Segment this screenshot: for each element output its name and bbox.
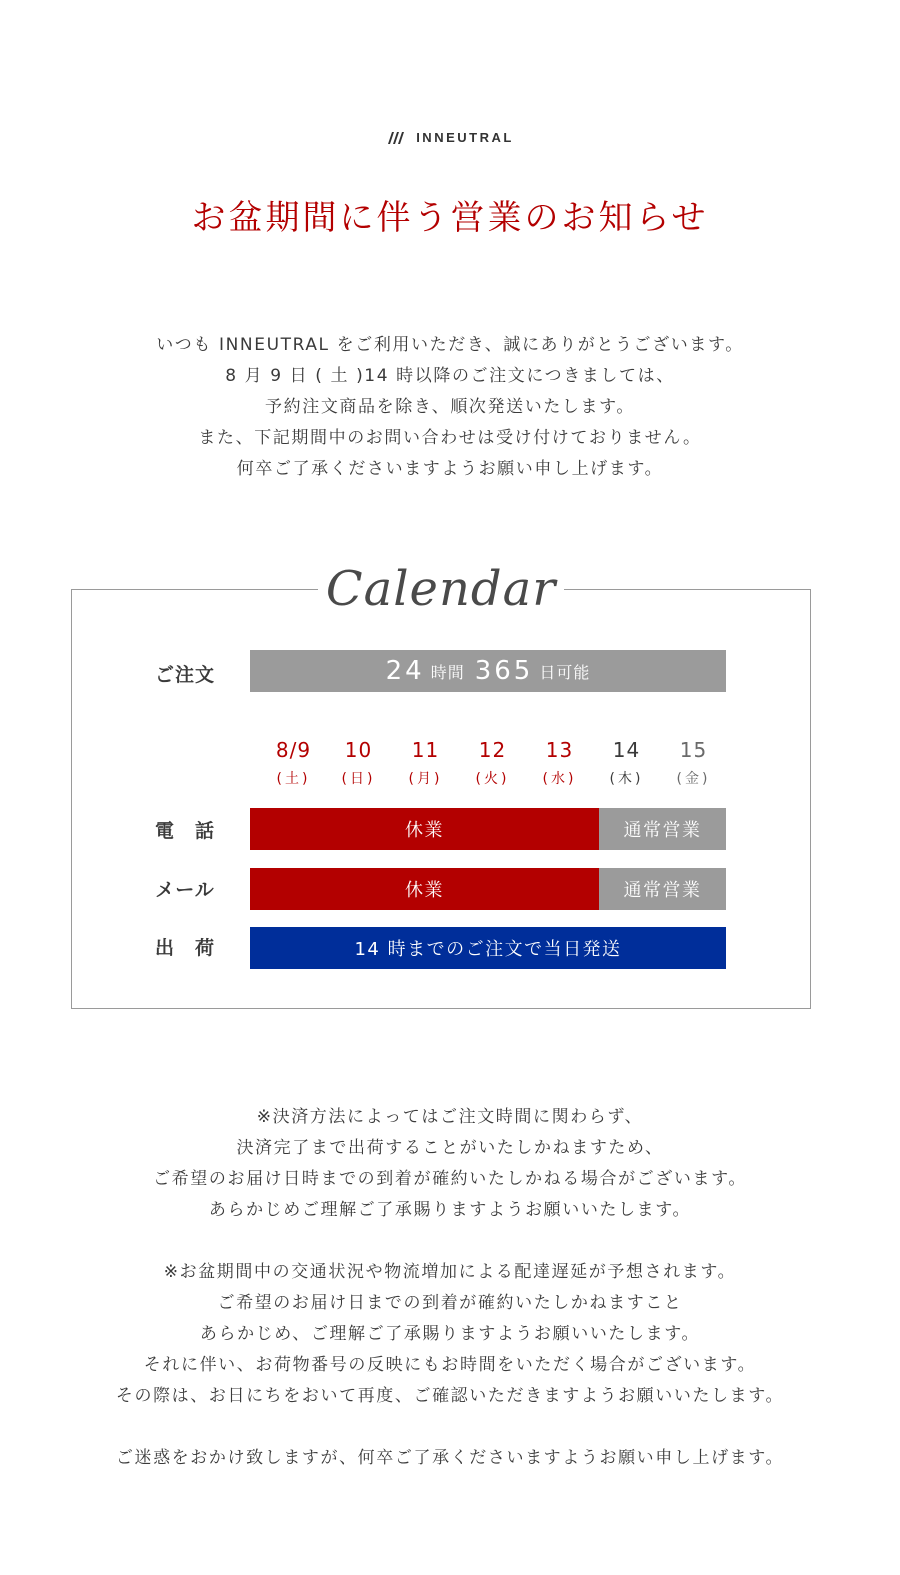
brand-logo[interactable]: [0, 130, 900, 145]
day-date: 11: [411, 738, 440, 762]
day-column: [660, 738, 727, 788]
order-label: ご注文: [154, 664, 215, 686]
order-hours: 24: [385, 656, 425, 686]
spacer: [0, 1226, 900, 1257]
day-column: [325, 738, 392, 788]
day-column: [459, 738, 526, 788]
day-date: 14: [612, 738, 641, 762]
brand-name: INNEUTRAL: [416, 130, 514, 145]
note-line: その際は、お日にちをおいて再度、ご確認いただきますようお願いいたします。: [115, 1386, 785, 1406]
note-line: あらかじめ、ご理解ご了承賜りますようお願いいたします。: [199, 1324, 701, 1344]
mail-closed-bar: 休業: [250, 868, 599, 910]
intro-line: 8 月 9 日 ( 土 )14 時以降のご注文につきましては、: [225, 366, 675, 386]
notes-section: [0, 1102, 900, 1474]
day-weekday: (木): [609, 771, 644, 787]
phone-open-bar: 通常営業: [599, 808, 726, 850]
note-line: それに伴い、お荷物番号の反映にもお時間をいただく場合がございます。: [143, 1355, 757, 1375]
order-days: 365: [474, 656, 534, 686]
calendar-heading: Calendar: [318, 555, 564, 627]
day-weekday: (水): [542, 771, 577, 787]
day-weekday: (金): [676, 771, 711, 787]
note-line: ※決済方法によってはご注文時間に関わらず、: [256, 1107, 644, 1127]
day-weekday: (日): [341, 771, 376, 787]
intro-text: [0, 330, 900, 485]
order-hours-unit: 時間: [430, 662, 465, 682]
day-weekday: (月): [408, 771, 443, 787]
note-line: あらかじめご理解ご了承賜りますようお願いいたします。: [208, 1200, 692, 1220]
day-date: 8/9: [275, 738, 312, 762]
order-days-unit: 日可能: [539, 662, 591, 682]
day-date: 15: [679, 738, 708, 762]
day-date: 13: [545, 738, 574, 762]
intro-line: また、下記期間中のお問い合わせは受け付けておりません。: [198, 428, 702, 448]
note-line: 決済完了まで出荷することがいたしかねますため、: [236, 1138, 664, 1158]
mail-label: メール: [155, 879, 215, 901]
shipping-label: 出 荷: [154, 937, 215, 959]
day-date: 12: [478, 738, 507, 762]
shipping-bar: 14 時までのご注文で当日発送: [250, 927, 726, 969]
page-title: お盆期間に伴う営業のお知らせ: [191, 198, 709, 238]
day-column: [593, 738, 660, 788]
day-date: 10: [344, 738, 373, 762]
order-bar: [250, 650, 726, 692]
day-weekday: (土): [276, 771, 311, 787]
intro-line: 何卒ご了承くださいますようお願い申し上げます。: [236, 459, 664, 479]
intro-line: 予約注文商品を除き、順次発送いたします。: [265, 397, 635, 417]
day-column: [260, 738, 327, 788]
day-weekday: (火): [475, 771, 510, 787]
note-line: ※お盆期間中の交通状況や物流増加による配達遅延が予想されます。: [163, 1262, 737, 1282]
intro-line: いつも INNEUTRAL をご利用いただき、誠にありがとうございます。: [156, 335, 744, 355]
day-column: [392, 738, 459, 788]
note-line: ご希望のお届け日までの到着が確約いたしかねますこと: [217, 1293, 683, 1313]
inneutral-logo-icon: [386, 132, 408, 144]
phone-closed-bar: 休業: [250, 808, 599, 850]
note-line: ご希望のお届け日時までの到着が確約いたしかねる場合がございます。: [153, 1169, 747, 1189]
mail-open-bar: 通常営業: [599, 868, 726, 910]
closing-line: ご迷惑をおかけ致しますが、何卒ご了承くださいますようお願い申し上げます。: [115, 1448, 785, 1468]
phone-label: 電 話: [154, 820, 215, 842]
spacer: [0, 1412, 900, 1443]
day-column: [526, 738, 593, 788]
